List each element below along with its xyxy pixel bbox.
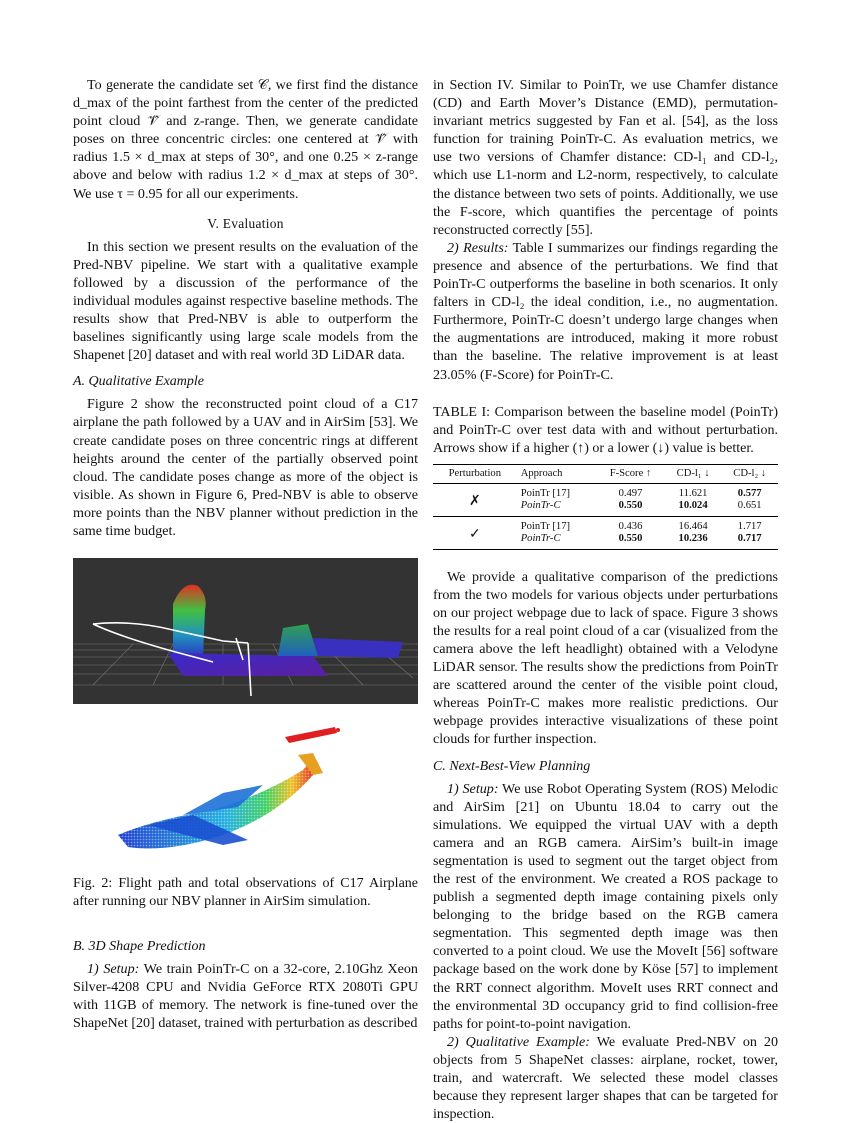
no-perturbation-mark: ✗: [433, 483, 517, 516]
cd-l2-cell: 0.717: [721, 533, 778, 550]
results-table: [433, 464, 778, 550]
paragraph-results: [433, 239, 778, 384]
paragraph-qualitative-comparison: We provide a qualitative comparison of the predictions from the two models for various objects under perturbations on our project webpage due to lack of space. Figure 3 shows the results for a real point cloud of a car (visualized from the camera above the left headlight) obtained with a Velodyne LiDAR sensor. The results show the predictions from PoinTr are scattered around the center of the visible point cloud, whereas PoinTr-C makes more realistic predictions. Our webpage provides interactive visualizations of these point clouds for further inspection.: [433, 568, 778, 748]
fscore-cell: 0.550: [596, 500, 665, 517]
c17-point-cloud-image: [73, 715, 418, 860]
table-1-caption: TABLE I: Comparison between the baseline model (PoinTr) and PoinTr-C over test data with and without perturbation. Arrows show if a higher (↑) or a lower (↓) value is better.: [433, 404, 778, 456]
cd-l1-cell: 10.024: [665, 500, 722, 517]
col-header-perturbation: Perturbation: [433, 464, 517, 483]
cd-l1-cell: 16.464: [678, 520, 708, 532]
fscore-cell: 0.497: [618, 487, 643, 499]
nbv-setup-text: We use Robot Operating System (ROS) Melodic and AirSim [21] on Ubuntu 18.04 to carry out the simulations. We equipped the virtual UAV with a depth camera and an RGB camera. AirSim’s built-in image segmentation is used to segment out the target object from the rest of the environment. We created a ROS package to publish a segmented depth image containing pixels only belonging to the bridge based on the RGB camera segmentation. This segmented depth image was then converted to a point cloud. We use the MoveIt [56] software package based on the work done by Köse [57] to implement the RRT connect algorithm. MoveIt uses RRT connect and the environmental 3D occupancy grid to find collision-free paths for point-to-point navigation.: [433, 780, 778, 1032]
paragraph-metrics: in Section IV. Similar to PoinTr, we use Chamfer distance (CD) and Earth Mover’s Distance (EMD), permutation-invariant metrics suggested by Fan et al. [54], as the loss function for training PoinTr-C. As evaluation metrics, we use two versions of Chamfer distance: CD-l₁ and CD-l₂, which use L1-norm and L2-norm, respectively, to calculate the distance between two sets of points. Additionally, we use the F-score, which quantifies the percentage of points reconstructed correctly [55].: [433, 77, 778, 238]
cd-l2-cell: 1.717: [737, 520, 762, 532]
section-title-evaluation: V. Evaluation: [207, 215, 284, 231]
runin-nbv-setup: 1) Setup:: [447, 780, 499, 797]
paragraph-candidate-set: To generate the candidate set 𝒞, we first find the distance d_max of the point farthest from the center of the predicted point cloud 𝒱̂ and z-range. Then, we generate candidate poses on three concentric circles: one centered at 𝒱̂ with radius 1.5 × d_max at steps of 30°, and one 0.25 × z-range above and below with radius 1.2 × d_max at steps of 30°. We use τ = 0.95 for all our experiments.: [73, 77, 418, 202]
fscore-cell: 0.436: [618, 520, 643, 532]
right-column: [433, 76, 778, 1123]
with-perturbation-mark: ✓: [433, 516, 517, 549]
cd-l1-cell: 10.236: [665, 533, 722, 550]
table-header-row: [433, 464, 778, 483]
col-header-approach: Approach: [517, 464, 597, 483]
subsection-title-nbv-planning: C. Next-Best-View Planning: [433, 758, 591, 774]
approach-cell: PoinTr [17]: [520, 520, 571, 532]
nbv-qualitative-text: We evaluate Pred-NBV on 20 objects from 5 ShapeNet classes: airplane, rocket, tower, train, and watercraft. We selected these model classes because they represent larger shapes that can be targeted for inspection.: [433, 1033, 778, 1123]
paragraph-nbv-setup: [433, 780, 778, 1033]
results-text: Table I summarizes our findings regarding the presence and absence of the perturbations. We find that PoinTr-C outperforms the baseline in both scenarios. It only falters in CD-l₂ the ideal condition, i.e., no augmentation. Furthermore, PoinTr-C doesn’t undergo large changes when the augmentations are introduced, making it more robust than the baseline. The relative improvement is at least 23.05% (F-Score) for PoinTr-C.: [433, 239, 778, 383]
runin-qualitative-example: 2) Qualitative Example:: [447, 1033, 591, 1050]
paragraph-nbv-qualitative: [433, 1033, 778, 1123]
subsection-title-shape-prediction: B. 3D Shape Prediction: [73, 939, 206, 955]
approach-cell: PoinTr-C: [517, 533, 597, 550]
figure-2: [73, 558, 418, 911]
runin-results: 2) Results:: [447, 239, 509, 256]
paragraph-shape-setup: [73, 960, 418, 1032]
col-header-cd-l1: CD-l₁ ↓: [665, 464, 722, 483]
subsection-title-qualitative: A. Qualitative Example: [73, 374, 205, 390]
fscore-cell: 0.550: [596, 533, 665, 550]
paragraph-qualitative-example: Figure 2 show the reconstructed point cloud of a C17 airplane the path followed by a UAV and in AirSim [53]. We create candidate poses on three concentric rings at different heights around the center of the partially observed point cloud. The candidate poses change as more of the object is visible. As shown in Figure 6, Pred-NBV is able to observe more points than the NBV planner without prediction in the same time budget.: [73, 396, 418, 539]
setup-text: We train PoinTr-C on a 32-core, 2.10Ghz Xeon Silver-4208 CPU and Nvidia GeForce RTX 2080Ti GPU with 11GB of memory. The network is fine-tuned over the ShapeNet [20] dataset, trained with perturbation as described: [73, 961, 418, 1032]
paragraph-evaluation-intro: In this section we present results on the evaluation of the Pred-NBV pipeline. We start with a qualitative example followed by a discussion of the performance of the individual modules against respective baseline methods. The results show that Pred-NBV is able to outperform the baselines significantly using large scale models from the Shapenet [20] dataset and with real world 3D LiDAR data.: [73, 238, 418, 364]
cd-l2-cell: 0.577: [737, 487, 762, 499]
approach-cell: PoinTr [17]: [520, 487, 571, 499]
col-header-cd-l2: CD-l₂ ↓: [721, 464, 778, 483]
figure-2-caption: Fig. 2: Flight path and total observations of C17 Airplane after running our NBV planner in AirSim simulation.: [73, 876, 418, 910]
table-row: [433, 516, 778, 533]
col-header-fscore: F-Score ↑: [596, 464, 665, 483]
approach-cell: PoinTr-C: [517, 500, 597, 517]
airsim-flight-path-image: [73, 558, 418, 704]
runin-setup: 1) Setup:: [87, 961, 140, 978]
cd-l2-cell: 0.651: [721, 500, 778, 517]
cd-l1-cell: 11.621: [678, 487, 708, 499]
left-column: [73, 76, 418, 1032]
table-row: [433, 483, 778, 500]
